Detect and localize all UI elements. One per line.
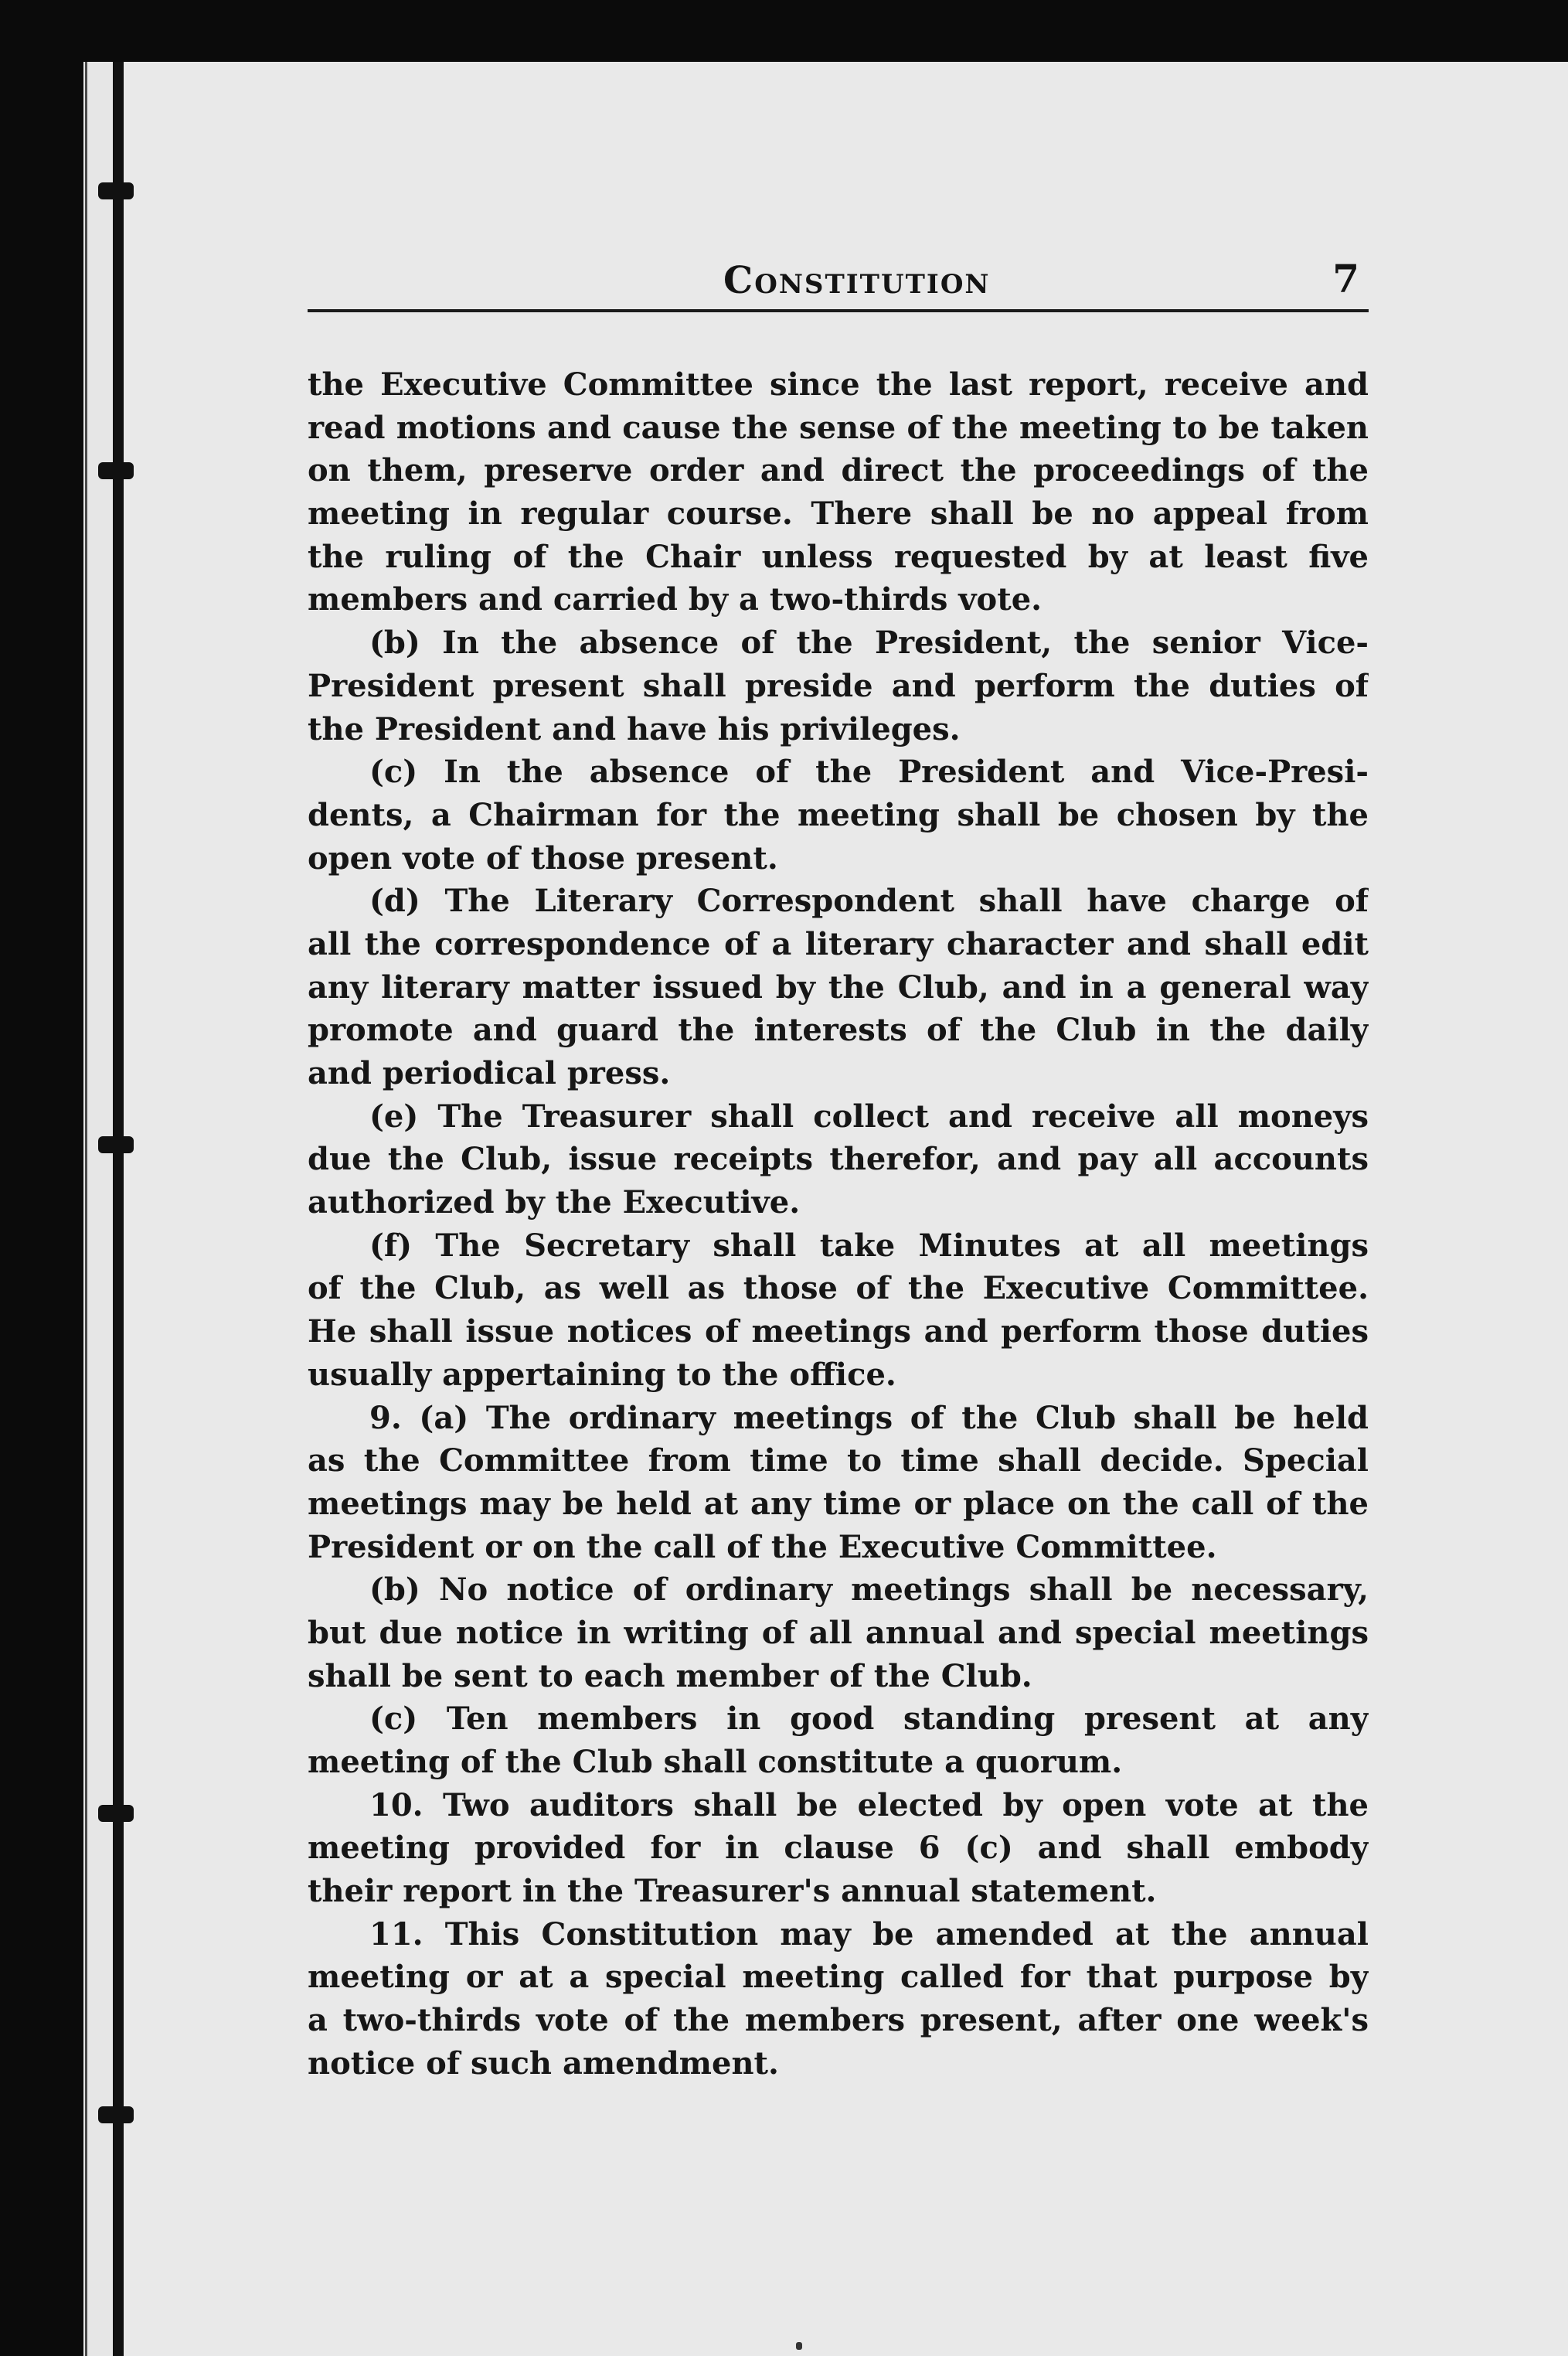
binding-line <box>113 62 124 2356</box>
binding-mark <box>98 1805 134 1822</box>
text-line: meeting in regular course. There shall be no appeal from <box>308 495 1369 533</box>
text-line: authorized by the Executive. <box>308 1184 801 1221</box>
text-line: (b) No notice of ordinary meetings shall be necessary, <box>369 1571 1369 1609</box>
text-line: the Executive Committee since the last report, receive and <box>308 366 1369 403</box>
binding-mark <box>98 462 134 479</box>
text-line: read motions and cause the sense of the meeting to be taken <box>308 409 1369 446</box>
text-line: open vote of those present. <box>308 839 778 877</box>
text-line: (b) In the absence of the President, the senior Vice- <box>369 625 1369 662</box>
text-line: (f) The Secretary shall take Minutes at all meetings <box>369 1227 1369 1264</box>
text-line: (e) The Treasurer shall collect and receive all moneys <box>369 1098 1369 1135</box>
text-line: 11. This Constitution may be amended at the annual <box>369 1915 1369 1953</box>
text-line: due the Club, issue receipts therefor, and pay all accounts <box>308 1141 1369 1178</box>
text-line: on them, preserve order and direct the proceedings of the <box>308 452 1369 489</box>
text-line: shall be sent to each member of the Club. <box>308 1657 1032 1694</box>
binding-mark <box>98 1136 134 1153</box>
text-line: any literary matter issued by the Club, and in a general way <box>308 969 1369 1006</box>
text-line: (d) The Literary Correspondent shall have charge of <box>369 883 1369 920</box>
text-line: meeting or at a special meeting called for that purpose by <box>308 1959 1369 1996</box>
page-number: 7 <box>1332 256 1359 301</box>
text-line: but due notice in writing of all annual and special meetings <box>308 1614 1369 1651</box>
text-line: meeting of the Club shall constitute a quorum. <box>308 1744 1123 1780</box>
text-line: President present shall preside and perform the duties of <box>308 667 1369 704</box>
text-line: He shall issue notices of meetings and perform those duties <box>308 1313 1369 1350</box>
text-line: and periodical press. <box>308 1055 671 1091</box>
binding-mark <box>98 182 134 199</box>
text-line: 10. Two auditors shall be elected by open vote at the <box>369 1786 1369 1823</box>
body-text <box>308 363 1369 2085</box>
header-rule <box>308 309 1369 312</box>
text-line: meetings may be held at any time or place on the call of the <box>308 1485 1369 1522</box>
text-line: (c) Ten members in good standing present at any <box>369 1701 1369 1738</box>
page-header <box>308 251 1369 305</box>
text-line: 9. (a) The ordinary meetings of the Club shall be held <box>369 1399 1369 1436</box>
text-line: as the Committee from time to time shall decide. Special <box>308 1442 1369 1479</box>
text-line: their report in the Treasurer's annual statement. <box>308 1873 1157 1910</box>
text-line: notice of such amendment. <box>308 2044 779 2082</box>
text-line: a two-thirds vote of the members present, after one week's <box>308 2002 1369 2039</box>
text-line: of the Club, as well as those of the Executive Committee. <box>308 1270 1369 1307</box>
binding-mark <box>98 2106 134 2123</box>
scan-speck <box>796 2342 802 2350</box>
text-line: dents, a Chairman for the meeting shall be chosen by the <box>308 796 1369 833</box>
binding-strip <box>83 62 116 2356</box>
text-line: promote and guard the interests of the Club in the daily <box>308 1012 1369 1049</box>
text-line: (c) In the absence of the President and Vice-Presi- <box>369 754 1369 791</box>
text-line: usually appertaining to the office. <box>308 1356 896 1393</box>
text-line: meeting provided for in clause 6 (c) and shall embody <box>308 1830 1369 1867</box>
text-line: the President and have his privileges. <box>308 710 961 747</box>
text-line: members and carried by a two-thirds vote. <box>308 581 1042 618</box>
text-line: President or on the call of the Executive Committee. <box>308 1528 1217 1565</box>
text-line: the ruling of the Chair unless requested by at least five <box>308 538 1369 575</box>
text-line: all the correspondence of a literary character and shall edit <box>308 925 1369 962</box>
binding-rule <box>85 62 87 2356</box>
running-head: Constitution <box>723 259 991 302</box>
